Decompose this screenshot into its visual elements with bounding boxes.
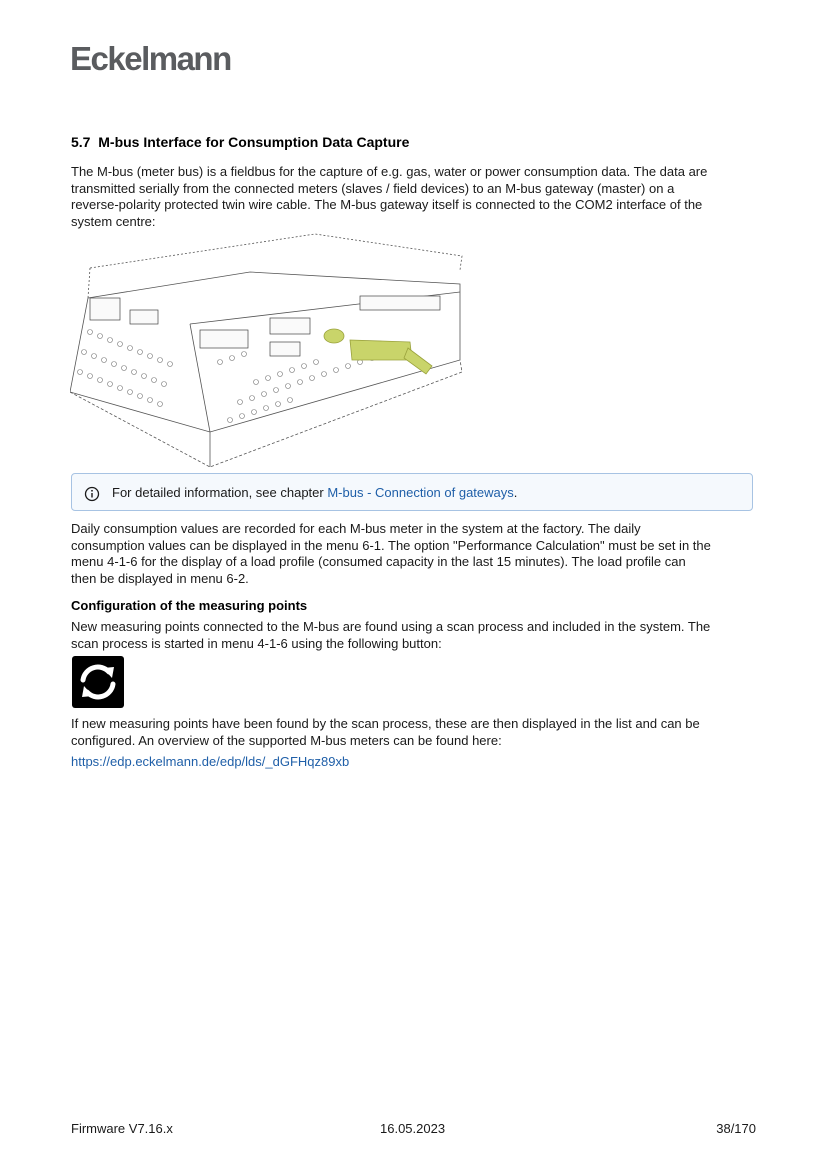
results-paragraph bbox=[71, 716, 761, 749]
info-text: For detailed information, see chapter M-bus - Connection of gateways. bbox=[112, 485, 518, 500]
config-line: scan process is started in menu 4-1-6 using the following button: bbox=[71, 635, 442, 651]
section-title: M-bus Interface for Consumption Data Capture bbox=[98, 134, 410, 150]
daily-consumption-paragraph bbox=[71, 521, 761, 588]
results-line: If new measuring points have been found by the scan process, these are then displayed in the list and can be bbox=[71, 716, 700, 731]
meters-overview-link[interactable]: https://edp.eckelmann.de/edp/lds/_dGFHqz89xb bbox=[71, 754, 350, 769]
daily-line: Daily consumption values are recorded for each M-bus meter in the system at the factory. The daily bbox=[71, 521, 641, 536]
daily-line: menu 4-1-6 for the display of a load profile (consumed capacity in the last 15 minutes). The load profile can bbox=[71, 554, 686, 570]
footer-date: 16.05.2023 bbox=[380, 1121, 446, 1136]
footer-page-number: 38/170 bbox=[716, 1121, 756, 1136]
configuration-paragraph bbox=[71, 619, 761, 652]
config-line: New measuring points connected to the M-bus are found using a scan process and included in the system. The bbox=[71, 619, 711, 634]
daily-line: consumption values can be displayed in the menu 6-1. The option "Performance Calculation" must be set in the bbox=[71, 537, 711, 553]
system-centre-illustration bbox=[70, 232, 466, 468]
company-logo: Eckelmann bbox=[70, 40, 231, 77]
intro-line: reverse-polarity protected twin wire cable. The M-bus gateway itself is connected to the COM2 interface of the bbox=[71, 197, 703, 213]
results-line: configured. An overview of the supported M-bus meters can be found here: bbox=[71, 732, 502, 748]
daily-line: then be displayed in menu 6-2. bbox=[71, 571, 249, 587]
intro-paragraph bbox=[71, 164, 761, 231]
gateways-chapter-link[interactable]: M-bus - Connection of gateways bbox=[327, 485, 514, 500]
scan-button[interactable] bbox=[72, 656, 124, 708]
url-line bbox=[71, 754, 761, 771]
section-number: 5.7 bbox=[71, 134, 91, 150]
intro-line: The M-bus (meter bus) is a fieldbus for the capture of e.g. gas, water or power consumption data. The data are bbox=[71, 164, 708, 179]
refresh-icon bbox=[72, 656, 124, 708]
intro-line: transmitted serially from the connected meters (slaves / field devices) to an M-bus gateway (master) on a bbox=[71, 180, 675, 196]
info-note bbox=[71, 473, 753, 511]
info-icon bbox=[84, 486, 100, 502]
intro-line: system centre: bbox=[71, 214, 156, 230]
section-heading bbox=[71, 134, 761, 150]
configuration-heading: Configuration of the measuring points bbox=[71, 598, 308, 613]
footer-firmware: Firmware V7.16.x bbox=[71, 1121, 173, 1136]
